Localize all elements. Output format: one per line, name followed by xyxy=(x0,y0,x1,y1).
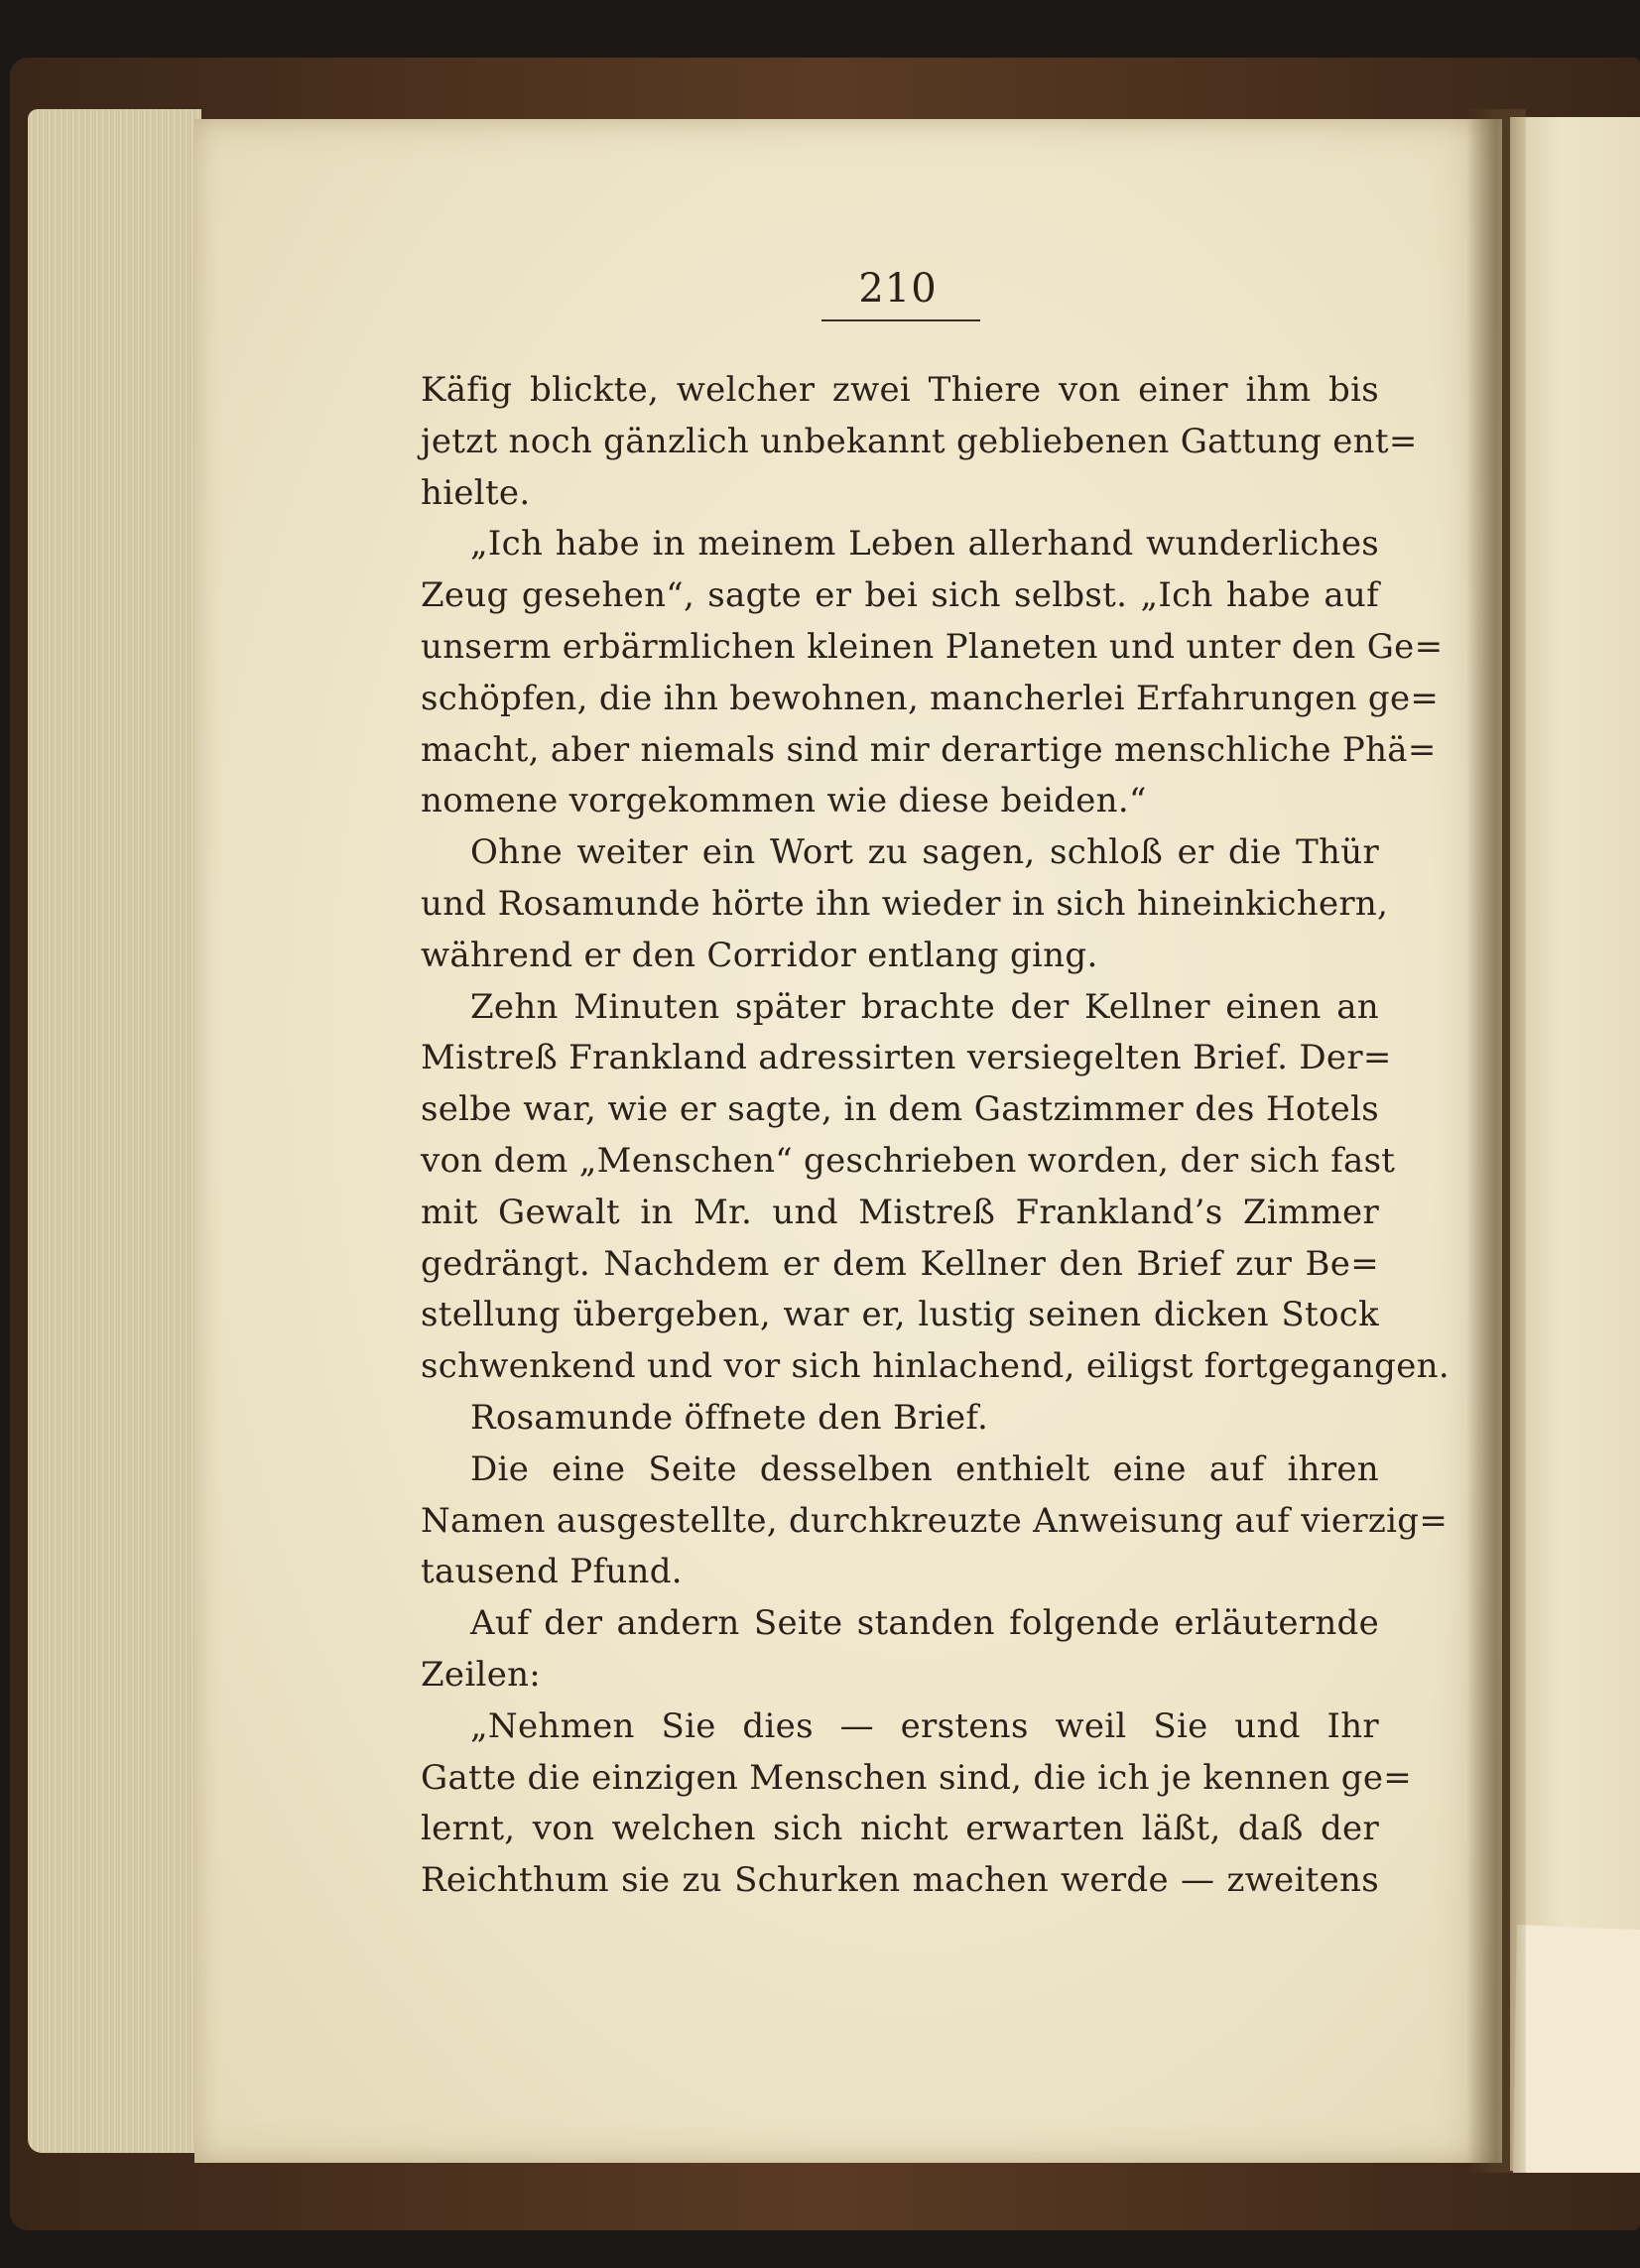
text-line: Zehn Minuten später brachte der Kellner einen an xyxy=(470,986,1379,1027)
text-line: unserm erbärmlichen kleinen Planeten und unter den Ge= xyxy=(421,626,1444,667)
text-line: „Ich habe in meinem Leben allerhand wunderliches xyxy=(470,524,1379,565)
right-page-torn-corner xyxy=(1513,1925,1640,2173)
text-line: „Nehmen Sie dies — erstens weil Sie und Ihr xyxy=(470,1705,1379,1746)
text-line: mit Gewalt in Mr. und Mistreß Frankland’s Zimmer xyxy=(421,1192,1379,1232)
body-text xyxy=(421,365,1450,1907)
text-line: Die eine Seite desselben enthielt eine auf ihren xyxy=(470,1449,1379,1489)
text-line: gedrängt. Nachdem er dem Kellner den Brief zur Be= xyxy=(421,1243,1379,1284)
text-line: Auf der andern Seite standen folgende erläuternde xyxy=(470,1603,1379,1644)
text-line: jetzt noch gänzlich unbekannt gebliebenen Gattung ent= xyxy=(421,421,1418,461)
text-line: Ohne weiter ein Wort zu sagen, schloß er die Thür xyxy=(470,832,1379,873)
text-line: Zeug gesehen“, sagte er bei sich selbst. „Ich habe auf xyxy=(421,575,1379,616)
text-line: Zeilen: xyxy=(421,1654,542,1695)
book-gutter xyxy=(1466,109,1526,2173)
right-page xyxy=(1510,117,1640,2171)
text-line: hielte. xyxy=(421,472,531,513)
page-number: 210 xyxy=(858,266,938,312)
text-line: schwenkend und vor sich hinlachend, eiligst fortgegangen. xyxy=(421,1346,1450,1387)
text-line: während er den Corridor entlang ging. xyxy=(421,935,1098,975)
text-line: tausend Pfund. xyxy=(421,1552,683,1592)
text-line: von dem „Menschen“ geschrieben worden, der sich fast xyxy=(421,1140,1396,1181)
text-line: Mistreß Frankland adressirten versiegelten Brief. Der= xyxy=(421,1038,1392,1078)
page-number-rule xyxy=(821,319,980,321)
text-line: Rosamunde öffnete den Brief. xyxy=(470,1397,989,1438)
text-line: schöpfen, die ihn bewohnen, mancherlei Erfahrungen ge= xyxy=(421,678,1440,718)
text-line: nomene vorgekommen wie diese beiden.“ xyxy=(421,781,1147,821)
text-line: Gatte die einzigen Menschen sind, die ich je kennen ge= xyxy=(421,1757,1413,1798)
text-line: macht, aber niemals sind mir derartige menschliche Phä= xyxy=(421,729,1437,770)
text-line: Reichthum sie zu Schurken machen werde — zweitens xyxy=(421,1860,1379,1901)
text-line: stellung übergeben, war er, lustig seinen dicken Stock xyxy=(421,1295,1379,1335)
text-line: lernt, von welchen sich nicht erwarten läßt, daß der xyxy=(421,1809,1379,1849)
text-line: Namen ausgestellte, durchkreuzte Anweisung auf vierzig= xyxy=(421,1500,1449,1541)
text-line: selbe war, wie er sagte, in dem Gastzimmer des Hotels xyxy=(421,1089,1379,1130)
page-edges xyxy=(28,109,201,2153)
text-line: Käfig blickte, welcher zwei Thiere von einer ihm bis xyxy=(421,370,1379,410)
text-line: und Rosamunde hörte ihn wieder in sich hineinkichern, xyxy=(421,883,1389,924)
